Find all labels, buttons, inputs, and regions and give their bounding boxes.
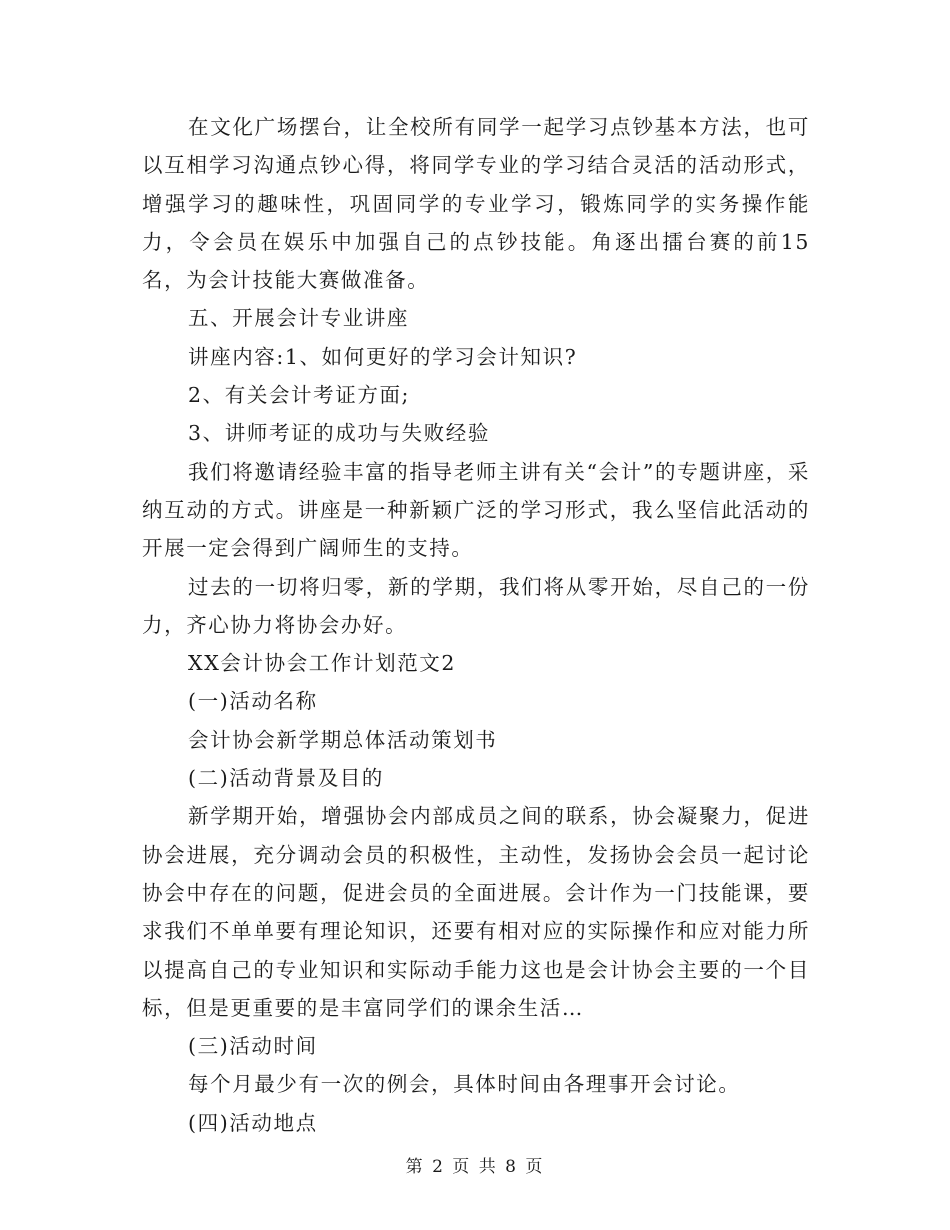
paragraph-lecture-description: 我们将邀请经验丰富的指导老师主讲有关“会计”的专题讲座，采纳互动的方式。讲座是一种新颖广泛的学习形式，我么坚信此活动的开展一定会得到广阔师生的支持。 [142,459,810,561]
paragraph-closing: 过去的一切将归零，新的学期，我们将从零开始，尽自己的一份力，齐心协力将协会办好。 [142,574,810,637]
paragraph-point-counting-contest: 在文化广场摆台，让全校所有同学一起学习点钞基本方法，也可以互相学习沟通点钞心得，将同学专业的学习结合灵活的活动形式，增强学习的趣味性，巩固同学的专业学习，锻炼同学的实务操作能力，令会员在娱乐中加强自己的点钞技能。角逐出擂台赛的前15名，为会计技能大赛做准备。 [142,115,810,293]
heading-section-five: 五、开展会计专业讲座 [188,306,409,331]
heading-background-purpose: (二)活动背景及目的 [188,766,384,791]
page-number-footer: 第 2 页 共 8 页 [405,1157,545,1177]
document-body [142,108,810,1142]
activity-time-value: 每个月最少有一次的例会，具体时间由各理事开会讨论。 [188,1072,741,1097]
heading-activity-location: (四)活动地点 [188,1110,318,1135]
heading-activity-time: (三)活动时间 [188,1034,318,1059]
lecture-content-item-3: 3、讲师考证的成功与失败经验 [188,421,490,446]
lecture-content-item-1: 讲座内容:1、如何更好的学习会计知识? [188,344,578,369]
paragraph-background-purpose: 新学期开始，增强协会内部成员之间的联系，协会凝聚力，促进协会进展，充分调动会员的积极性，主动性，发扬协会会员一起讨论协会中存在的问题，促进会员的全面进展。会计作为一门技能课，要求我们不单单要有理论知识，还要有相对应的实际操作和应对能力所以提高自己的专业知识和实际动手能力这也是会计协会主要的一个目标，但是更重要的是丰富同学们的课余生活… [142,804,810,1020]
heading-sample-two: XX会计协会工作计划范文2 [188,651,457,676]
lecture-content-item-2: 2、有关会计考证方面; [188,383,411,408]
activity-name-value: 会计协会新学期总体活动策划书 [188,727,498,752]
heading-activity-name: (一)活动名称 [188,689,318,714]
